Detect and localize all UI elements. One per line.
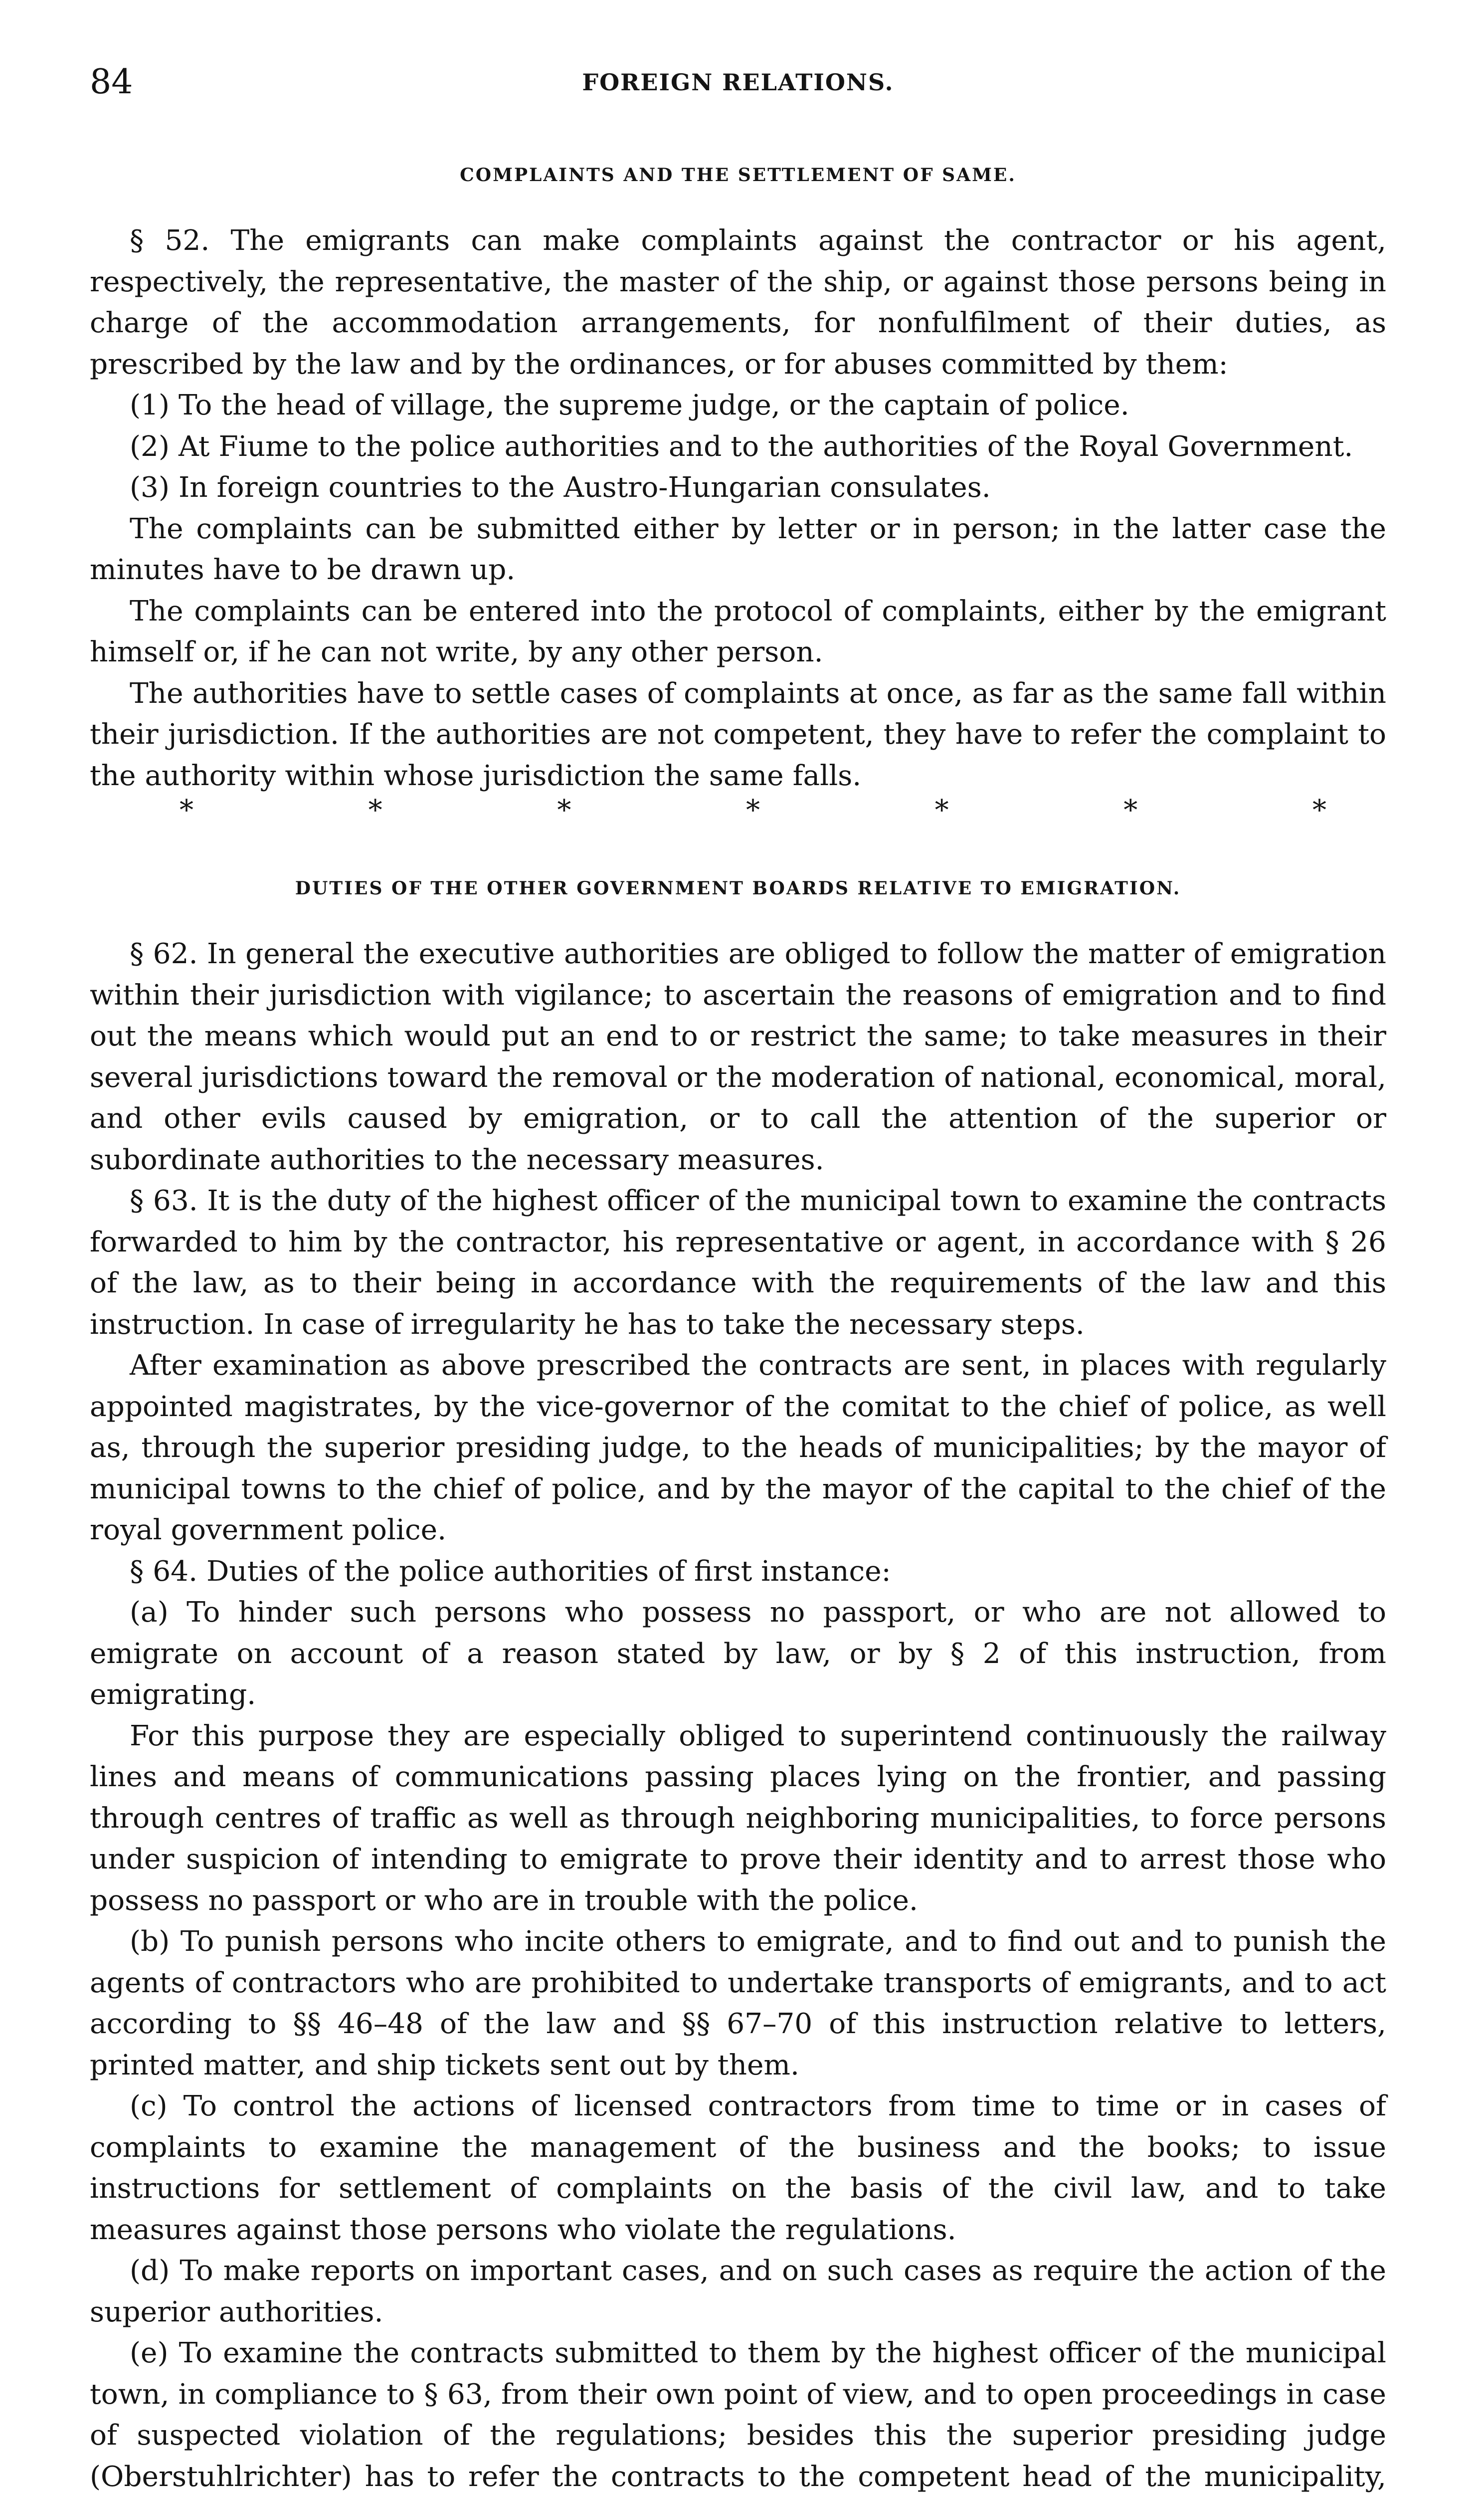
paragraph-52: § 52. The emigrants can make complaints against the contractor or his agent, respectively, the representative, the master of the ship, or against those persons being in charge of the accommodation arrangements, for nonfulfilment of their duties, as prescribed by the law and by the ordinances, or for abuses committed by them:: [90, 224, 1386, 381]
paragraph-item-3: (3) In foreign countries to the Austro-Hungarian consulates.: [130, 471, 991, 504]
paragraph-64-e: (e) To examine the contracts submitted to them by the highest officer of the municipal town, in compliance to § 63, from their own point of view, and to open proceedings in case of suspected violation of the regulations; besides this the superior presiding judge (Oberstuhlrichter) has to refer the contracts to the competent head of the municipality,: [90, 2337, 1386, 2493]
document-page: [90, 60, 1386, 2494]
paragraph-complaints-submission: The complaints can be submitted either by letter or in person; in the latter case the minutes have to be drawn up.: [90, 512, 1386, 586]
section-heading-duties: DUTIES OF THE OTHER GOVERNMENT BOARDS RELATIVE TO EMIGRATION.: [295, 878, 1181, 899]
paragraph-64-a-purpose: For this purpose they are especially obliged to superintend continuously the railway lines and means of communications passing places lying on the frontier, and passing through centres of traffic as well as through neighboring municipalities, to force persons under suspicion of intending to emigrate to prove their identity and to arrest those who possess no passport or who are in trouble with the police.: [90, 1719, 1386, 1917]
paragraph-item-2: (2) At Fiume to the police authorities and to the authorities of the Royal Government.: [130, 430, 1353, 463]
star-separator: *: [934, 794, 949, 827]
page-number: 84: [90, 62, 133, 102]
paragraph-item-1: (1) To the head of village, the supreme judge, or the captain of police.: [130, 389, 1129, 421]
paragraph-63: § 63. It is the duty of the highest officer of the municipal town to examine the contracts forwarded to him by the contractor, his representative or agent, in accordance with § 26 of the law, as to their being in accordance with the requirements of the law and this instruction. In case of irregularity he has to take the necessary steps.: [90, 1185, 1386, 1341]
paragraph-64-d: (d) To make reports on important cases, and on such cases as require the action of the superior authorities.: [90, 2255, 1386, 2328]
paragraph-64-b: (b) To punish persons who incite others to emigrate, and to find out and to punish the agents of contractors who are prohibited to undertake transports of emigrants, and to act according to §§ 46–48 of the law and §§ 67–70 of this instruction relative to letters, printed matter, and ship tickets sent out by them.: [90, 1925, 1386, 2081]
star-separator: *: [557, 794, 571, 827]
paragraph-64-c: (c) To control the actions of licensed contractors from time to time or in cases of complaints to examine the management of the business and the books; to issue instructions for settlement of complaints on the basis of the civil law, and to take measures against those persons who violate the regulations.: [90, 2090, 1386, 2246]
running-title: FOREIGN RELATIONS.: [582, 69, 894, 96]
paragraph-64: § 64. Duties of the police authorities of first instance:: [130, 1555, 891, 1588]
paragraph-64-a: (a) To hinder such persons who possess no passport, or who are not allowed to emigrate on account of a reason stated by law, or by § 2 of this instruction, from emigrating.: [90, 1596, 1386, 1711]
star-separator: *: [180, 794, 193, 827]
star-separator: *: [1123, 794, 1138, 827]
paragraph-63-examination: After examination as above prescribed the contracts are sent, in places with regularly appointed magistrates, by the vice-governor of the comitat to the chief of police, as well as, through the superior presiding judge, to the heads of municipalities; by the mayor of municipal towns to the chief of police, and by the mayor of the capital to the chief of the royal government police.: [90, 1349, 1386, 1546]
running-head: [90, 60, 1386, 115]
section-complaints-body: [90, 220, 1386, 797]
section-duties-body: [90, 934, 1386, 2494]
star-separator: *: [368, 794, 382, 827]
ellipsis-stars: [90, 796, 1386, 826]
paragraph-complaints-protocol: The complaints can be entered into the protocol of complaints, either by the emigrant himself or, if he can not write, by any other person.: [90, 595, 1386, 668]
paragraph-complaints-settlement: The authorities have to settle cases of complaints at once, as far as the same fall within their jurisdiction. If the authorities are not competent, they have to refer the complaint to the authority within whose jurisdiction the same falls.: [90, 677, 1386, 792]
star-separator: *: [745, 794, 760, 827]
paragraph-62: § 62. In general the executive authorities are obliged to follow the matter of emigration within their jurisdiction with vigilance; to ascertain the reasons of emigration and to find out the means which would put an end to or restrict the same; to take measures in their several jurisdictions toward the removal or the moderation of national, economical, moral, and other evils caused by emigration, or to call the attention of the superior or subordinate authorities to the necessary measures.: [90, 938, 1386, 1176]
star-separator: *: [1312, 794, 1326, 827]
section-heading-complaints: COMPLAINTS AND THE SETTLEMENT OF SAME.: [460, 165, 1016, 186]
